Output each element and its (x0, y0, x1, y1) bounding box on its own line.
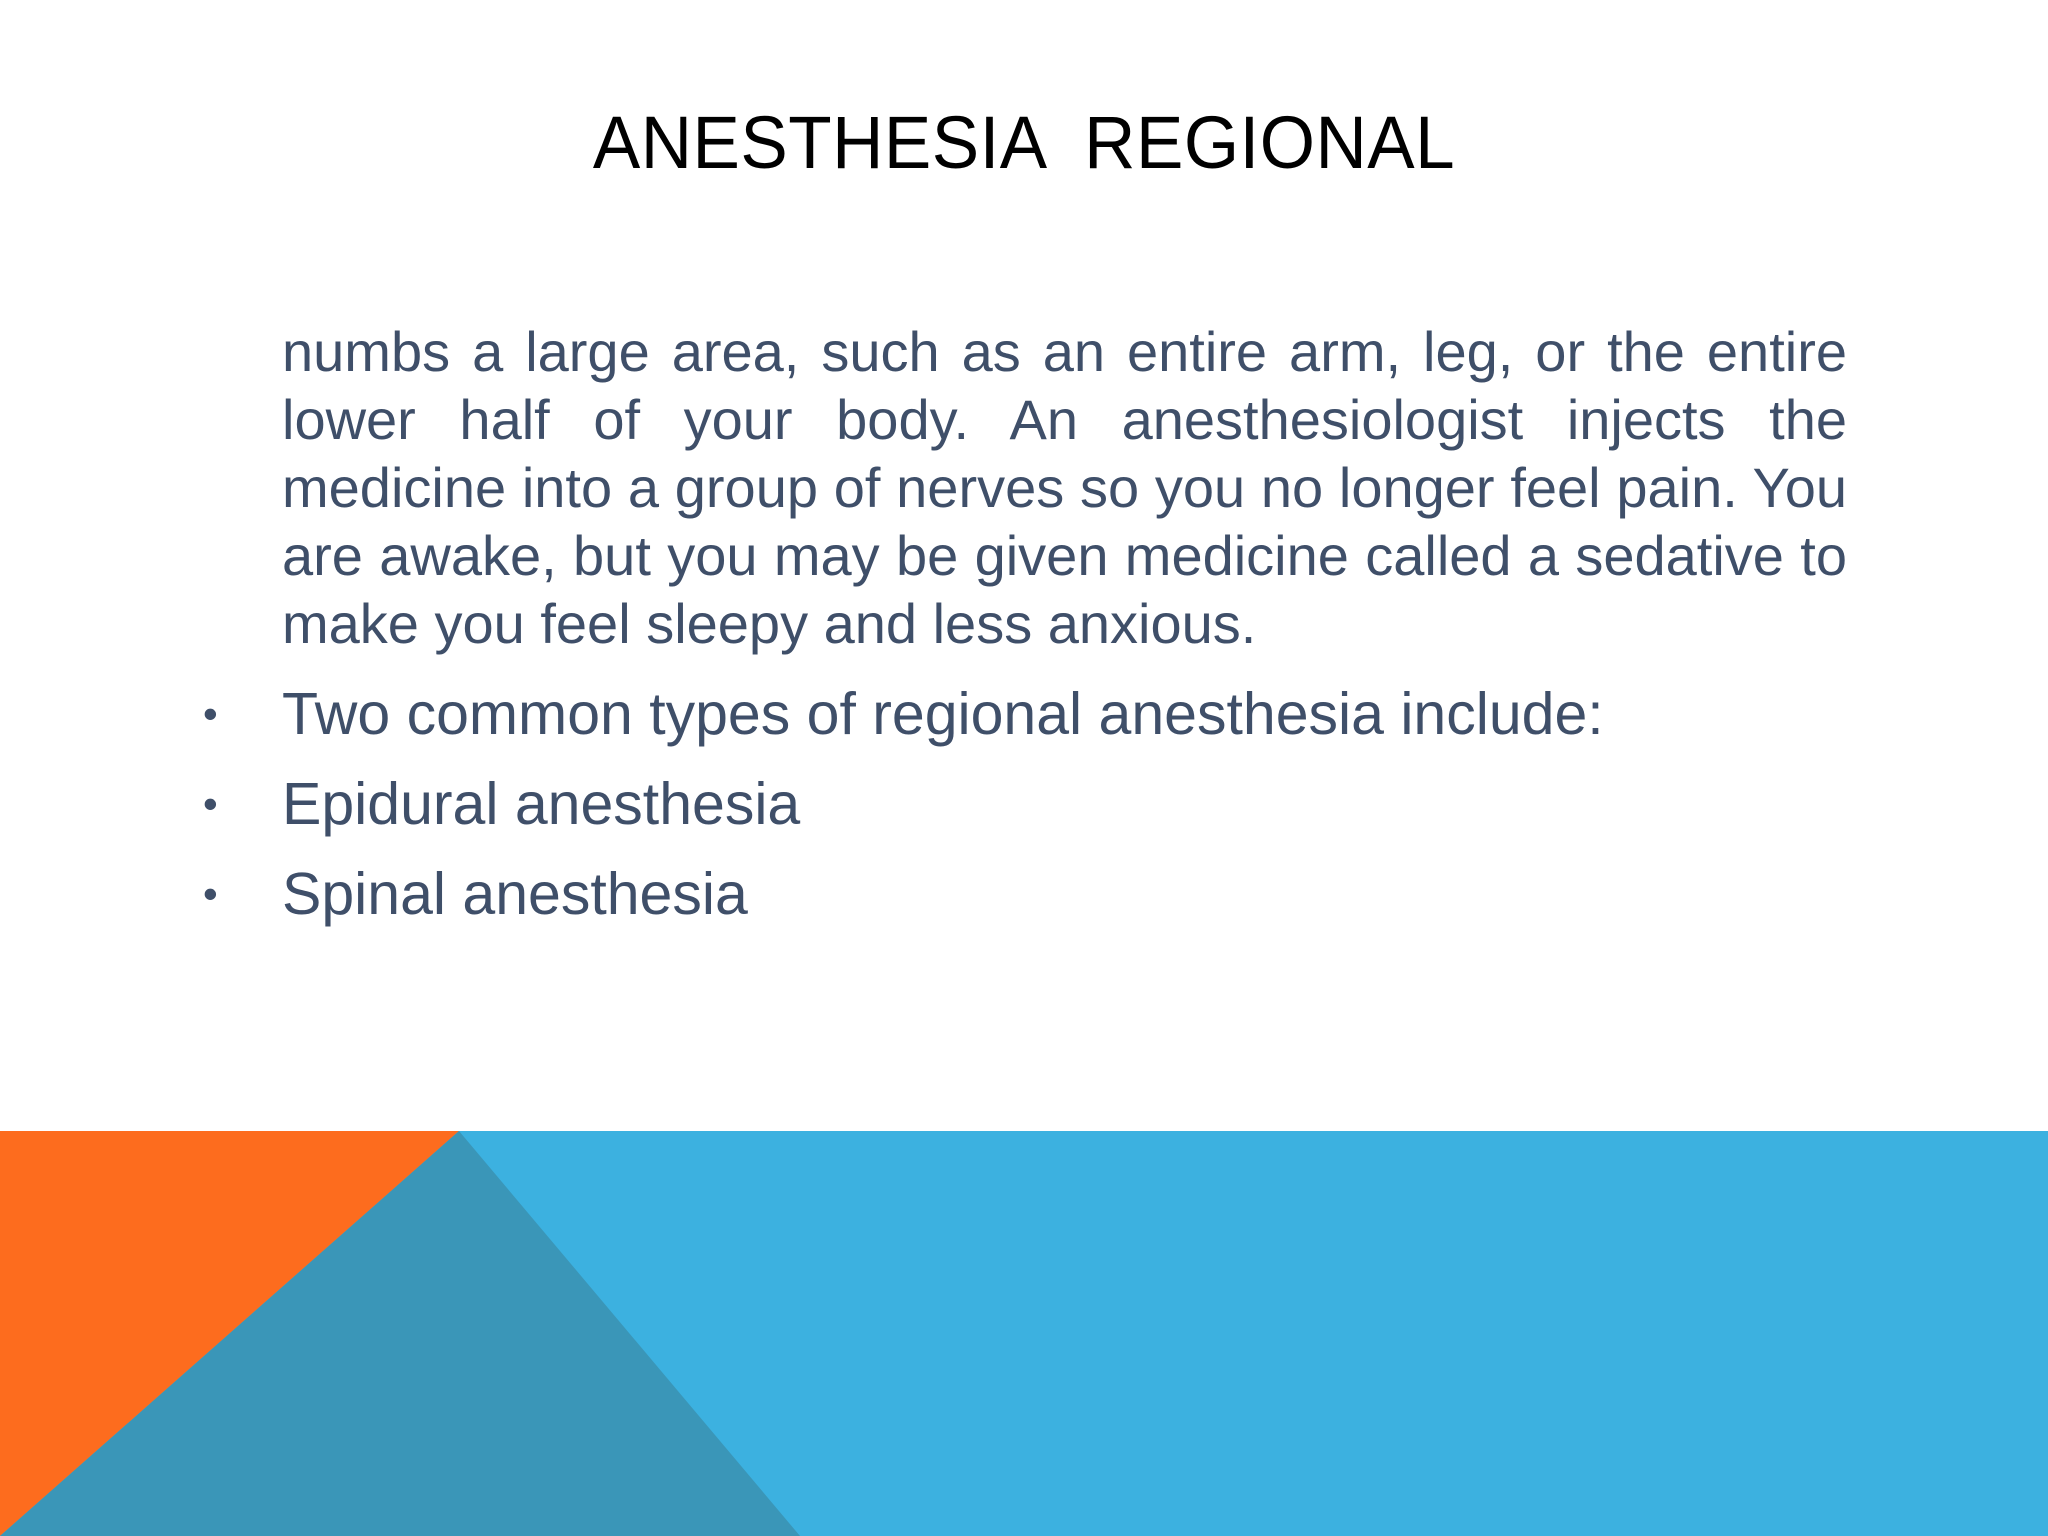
bullet-icon: • (203, 690, 218, 737)
decorative-band (0, 1131, 2048, 1536)
bullet-text: Epidural anesthesia (282, 771, 801, 837)
bullet-item-epidural (203, 770, 1847, 838)
slide-title: ANESTHESIA REGIONAL (592, 101, 1456, 184)
slide-body (203, 318, 1847, 950)
bullet-list (203, 680, 1847, 928)
bullet-item-types (203, 680, 1847, 748)
bullet-text: Spinal anesthesia (282, 861, 748, 927)
body-paragraph: numbs a large area, such as an entire arm, leg, or the entire lower half of your body. An anesthesiologist injects the medicine into a group of nerves so you no longer feel pain. You are awake, but you may be given medicine called a sedative to make you feel sleepy and less anxious. (282, 320, 1847, 655)
bullet-text: Two common types of regional anesthesia include: (282, 681, 1604, 747)
bullet-icon: • (203, 870, 218, 917)
bullet-icon: • (203, 780, 218, 827)
bullet-item-spinal (203, 860, 1847, 928)
